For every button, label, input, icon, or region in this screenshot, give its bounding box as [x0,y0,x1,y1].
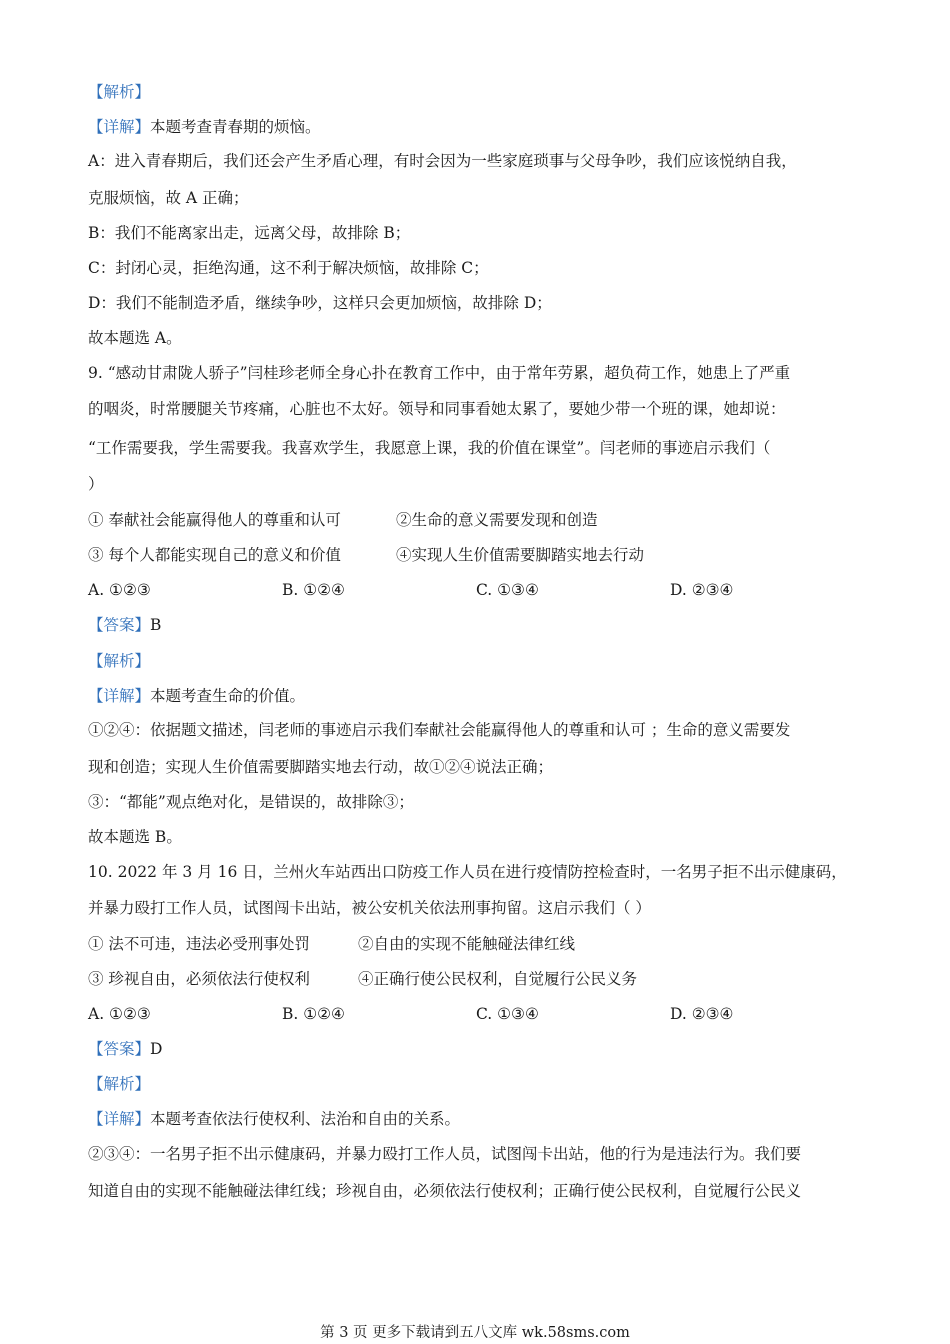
q9-answer-value: B [150,616,162,634]
q10-answer-value: D [150,1040,163,1058]
q10-jiexi-tag: 【解析】 [88,1075,151,1093]
page-footer: 第 3 页 更多下载请到五八文库 wk.58sms.com [320,1325,630,1341]
q9-option-d: D. ②③④ [670,581,734,599]
q9-stem-line: 9. “感动甘肃陇人骄子”闫桂珍老师全身心扑在教育工作中，由于常年劳累，超负荷工作，她患上了严重 [88,364,791,382]
q8-line: B：我们不能离家出走，远离父母，故排除 B； [88,224,411,242]
q10-statement: ③ 珍视自由，必须依法行使权利 [88,970,310,988]
q9-option-c: C. ①③④ [476,581,539,599]
q10-statement: ④正确行使公民权利，自觉履行公民义务 [358,970,638,988]
q9-answer [88,614,878,636]
q9-jiexi-tag: 【解析】 [88,652,151,670]
q9-stem-line: “工作需要我，学生需要我。我喜欢学生，我愿意上课，我的价值在课堂”。闫老师的事迹启示我们（ [88,439,771,457]
q10-detail-text: 本题考查依法行使权利、法治和自由的关系。 [150,1110,461,1128]
q9-line: 故本题选 B。 [88,828,182,846]
q10-answer [88,1038,878,1060]
q9-detail-tag: 【详解】 [88,687,151,705]
q8-line: 克服烦恼，故 A 正确； [88,189,249,207]
q9-line: ③：“都能”观点绝对化，是错误的，故排除③； [88,793,414,811]
q8-detail [88,116,878,138]
q10-option-c: C. ①③④ [476,1005,539,1023]
q9-statement: ③ 每个人都能实现自己的意义和价值 [88,546,341,564]
q10-answer-tag: 【答案】 [88,1040,151,1058]
q8-detail-tag: 【详解】 [88,118,151,136]
q10-statement: ① 法不可违，违法必受刑事处罚 [88,935,310,953]
q9-answer-tag: 【答案】 [88,616,151,634]
q8-jiexi-tag: 【解析】 [88,83,151,101]
q9-line: ①②④：依据题文描述，闫老师的事迹启示我们奉献社会能赢得他人的尊重和认可 ；生命的意义需要发 [88,721,791,739]
q9-option-a: A. ①②③ [88,581,151,599]
q9-statement: ① 奉献社会能赢得他人的尊重和认可 [88,511,341,529]
q10-stem-line: 10. 2022 年 3 月 16 日，兰州火车站西出口防疫工作人员在进行疫情防控检查时，一名男子拒不出示健康码， [88,863,847,881]
q9-detail-text: 本题考查生命的价值。 [150,687,306,705]
q10-statement: ②自由的实现不能触碰法律红线 [358,935,576,953]
q9-option-b: B. ①②④ [282,581,345,599]
q10-detail-tag: 【详解】 [88,1110,151,1128]
q8-line: 故本题选 A。 [88,329,182,347]
q8-line: D：我们不能制造矛盾，继续争吵，这样只会更加烦恼，故排除 D； [88,294,552,312]
q8-line: A：进入青春期后，我们还会产生矛盾心理，有时会因为一些家庭琐事与父母争吵，我们应该悦纳自我， [88,152,797,170]
q10-detail [88,1108,878,1130]
q10-line: 知道自由的实现不能触碰法律红线；珍视自由，必须依法行使权利；正确行使公民权利，自觉履行公民义 [88,1182,802,1200]
q9-statement: ④实现人生价值需要脚踏实地去行动 [396,546,645,564]
q9-detail [88,685,878,707]
q10-option-a: A. ①②③ [88,1005,151,1023]
q10-option-d: D. ②③④ [670,1005,734,1023]
q9-stem-line: ） [88,475,104,493]
q10-stem-line: 并暴力殴打工作人员，试图闯卡出站，被公安机关依法刑事拘留。这启示我们（ ） [88,899,651,917]
q9-statement: ②生命的意义需要发现和创造 [396,511,598,529]
q8-line: C：封闭心灵，拒绝沟通，这不利于解决烦恼，故排除 C； [88,259,489,277]
q10-line: ②③④：一名男子拒不出示健康码，并暴力殴打工作人员，试图闯卡出站，他的行为是违法行为。我们要 [88,1145,802,1163]
q9-stem-line: 的咽炎，时常腰腿关节疼痛，心脏也不太好。领导和同事看她太累了，要她少带一个班的课，她却说： [88,400,786,418]
q9-line: 现和创造；实现人生价值需要脚踏实地去行动，故①②④说法正确； [88,758,554,776]
q8-detail-text: 本题考查青春期的烦恼。 [150,118,321,136]
q10-option-b: B. ①②④ [282,1005,345,1023]
